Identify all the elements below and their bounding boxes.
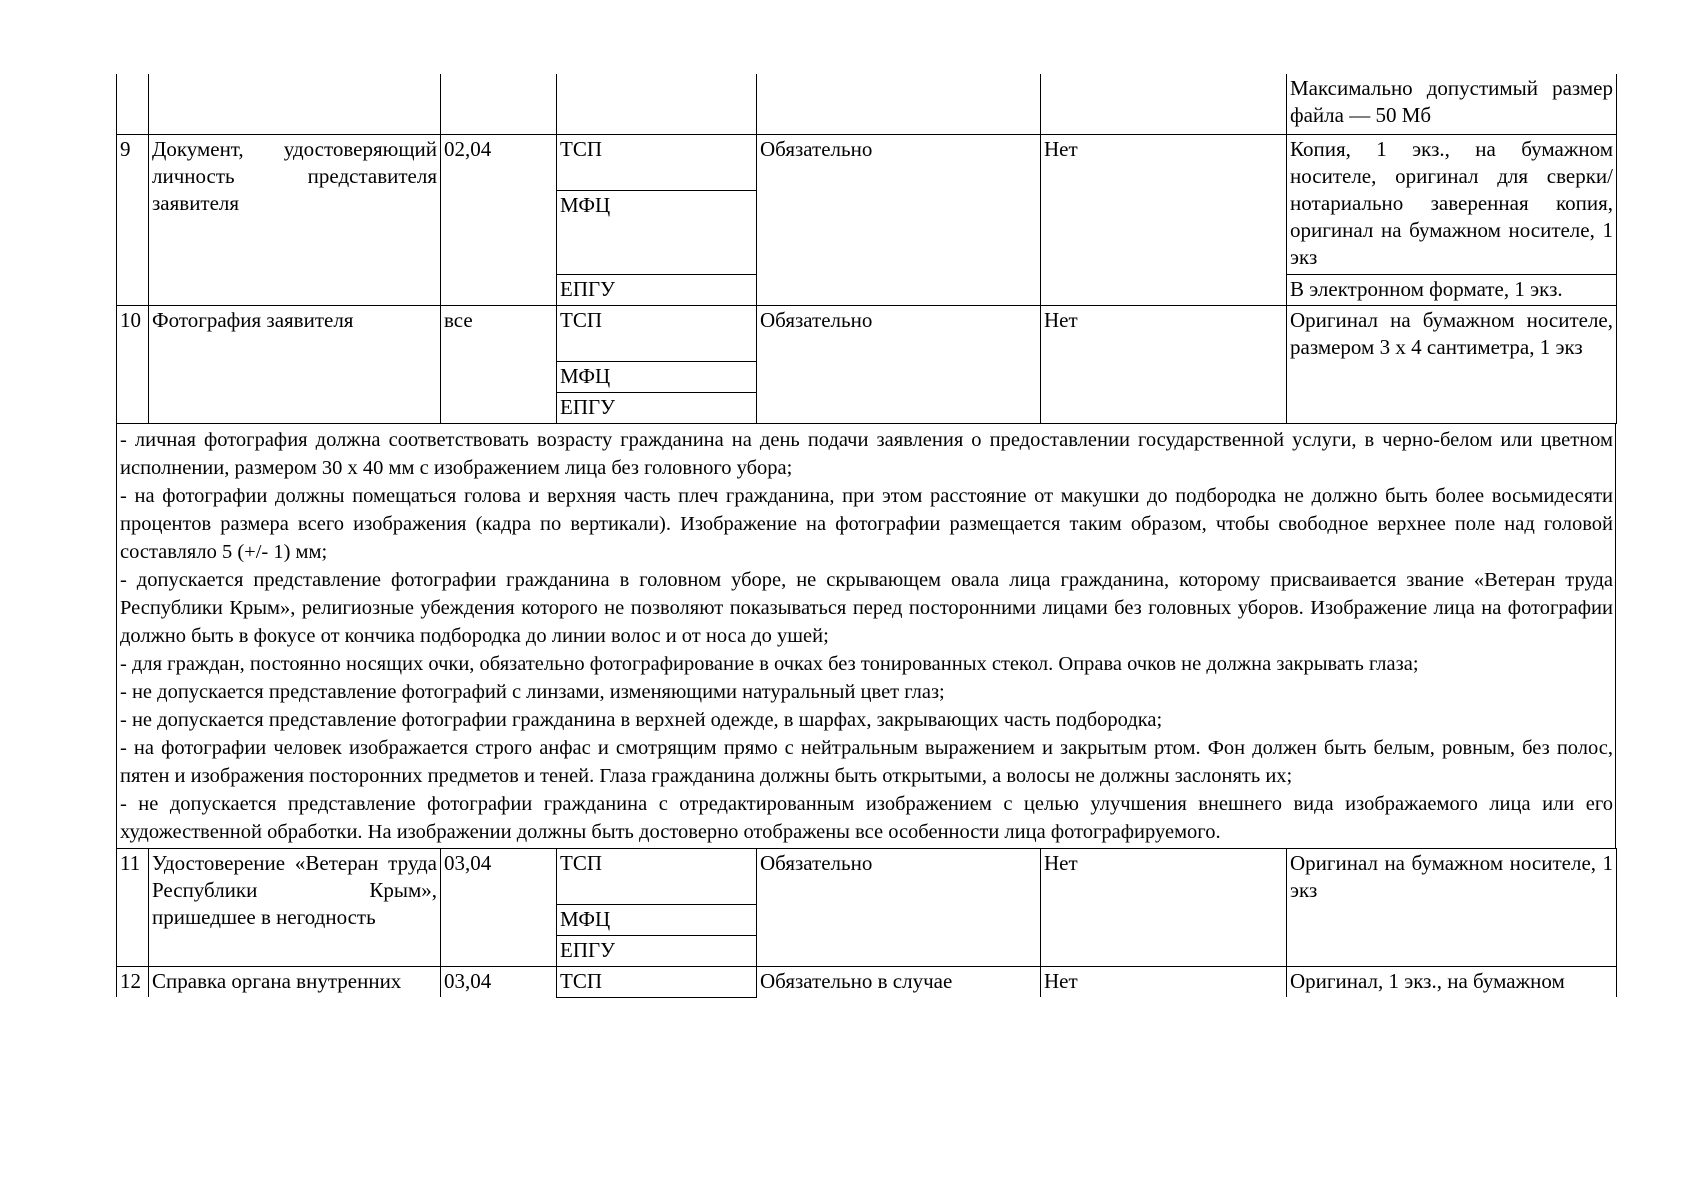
note-paragraph: - не допускается представление фотографии гражданина с отредактированным изображением с целью улучшения внешнего вида изображаемого лица или его художественной обработки. На изображении должны быть достоверно отображены все особенности лица фотографируемого. [120,792,1613,843]
cell-required: Обязательно в случае [757,966,1041,997]
documents-table-top [116,74,1617,424]
cell-name: Справка органа внутренних [149,966,441,997]
cell-result: Оригинал, 1 экз., на бумажном [1287,966,1617,997]
cell-name: Удостоверение «Ветеран труда Республики Крым», пришедшее в негодность [149,848,441,966]
cell-code: 02,04 [441,134,557,305]
cell-flag: Нет [1041,134,1287,305]
cell-name: Документ, удостоверяющий личность представителя заявителя [149,134,441,305]
table-row [117,74,1617,134]
cell-flag: Нет [1041,305,1287,423]
cell-required: Обязательно [757,134,1041,305]
table-row [117,134,1617,190]
cell-num: 12 [117,966,149,997]
cell-channel-mfc: МФЦ [557,190,757,274]
cell-result: Оригинал на бумажном носителе, размером 3 x 4 сантиметра, 1 экз [1287,305,1617,423]
cell-result: Оригинал на бумажном носителе, 1 экз [1287,848,1617,966]
note-paragraph: - не допускается представление фотографии гражданина в верхней одежде, в шарфах, закрывающих часть подбородка; [120,708,1163,731]
note-paragraph: - на фотографии человек изображается строго анфас и смотрящим прямо с нейтральным выражением и закрытым ртом. Фон должен быть белым, ровным, без полос, пятен и изображения посторонних предметов и теней. Глаза гражданина должны быть открытыми, а волосы не должны заслонять их; [120,736,1613,787]
note-paragraph: - для граждан, постоянно носящих очки, обязательно фотографирование в очках без тонированных стекол. Оправа очков не должна закрывать глаза; [120,652,1419,675]
cell-channel-epgu: ЕПГУ [557,274,757,305]
cell-channel-epgu: ЕПГУ [557,935,757,966]
document-page [116,74,1616,998]
cell-code: 03,04 [441,966,557,997]
cell-code: 03,04 [441,848,557,966]
cell-result-epgu: В электронном формате, 1 экз. [1287,274,1617,305]
cell-num: 11 [117,848,149,966]
cell-channel-epgu: ЕПГУ [557,392,757,423]
note-paragraph: - допускается представление фотографии гражданина в головном уборе, не скрывающем овала лица гражданина, которому присваивается звание «Ветеран труда Республики Крым», религиозные убеждения которого не позволяют показываться перед посторонними лицами без головных уборов. Изображение лица на фотографии должно быть в фокусе от кончика подбородка до линии волос и от носа до ушей; [120,568,1613,647]
cell-flag: Нет [1041,848,1287,966]
cell-channel-mfc: МФЦ [557,904,757,935]
cell-num [117,74,149,134]
cell-required: Обязательно [757,848,1041,966]
cell-name [149,74,441,134]
note-paragraph: - не допускается представление фотографий с линзами, изменяющими натуральный цвет глаз; [120,680,945,703]
cell-num: 10 [117,305,149,423]
table-row [117,305,1617,361]
cell-channel-tsp: ТСП [557,848,757,904]
cell-code: все [441,305,557,423]
cell-required [757,74,1041,134]
cell-required: Обязательно [757,305,1041,423]
cell-channel [557,74,757,134]
note-paragraph: - личная фотография должна соответствовать возрасту гражданина на день подачи заявления о предоставлении государственной услуги, в черно-белом или цветном исполнении, размером 30 x 40 мм с изображением лица без головного убора; [120,428,1613,479]
table-row [117,966,1617,997]
cell-result: Максимально допустимый размер файла — 50 Мб [1287,74,1617,134]
documents-table-bottom [116,848,1617,998]
cell-flag [1041,74,1287,134]
cell-channel-mfc: МФЦ [557,361,757,392]
photo-requirements [116,424,1616,848]
cell-channel-tsp: ТСП [557,966,757,997]
table-row [117,848,1617,904]
cell-channel-tsp: ТСП [557,134,757,190]
cell-num: 9 [117,134,149,305]
cell-name: Фотография заявителя [149,305,441,423]
cell-result: Копия, 1 экз., на бумажном носителе, оригинал для сверки/нотариально заверенная копия, оригинал на бумажном носителе, 1 экз [1287,134,1617,274]
note-paragraph: - на фотографии должны помещаться голова и верхняя часть плеч гражданина, при этом расстояние от макушки до подбородка не должно быть более восьмидесяти процентов размера всего изображения (кадра по вертикали). Изображение на фотографии размещается таким образом, чтобы свободное верхнее поле над головой составляло 5 (+/- 1) мм; [120,484,1613,563]
cell-code [441,74,557,134]
cell-channel-tsp: ТСП [557,305,757,361]
cell-flag: Нет [1041,966,1287,997]
